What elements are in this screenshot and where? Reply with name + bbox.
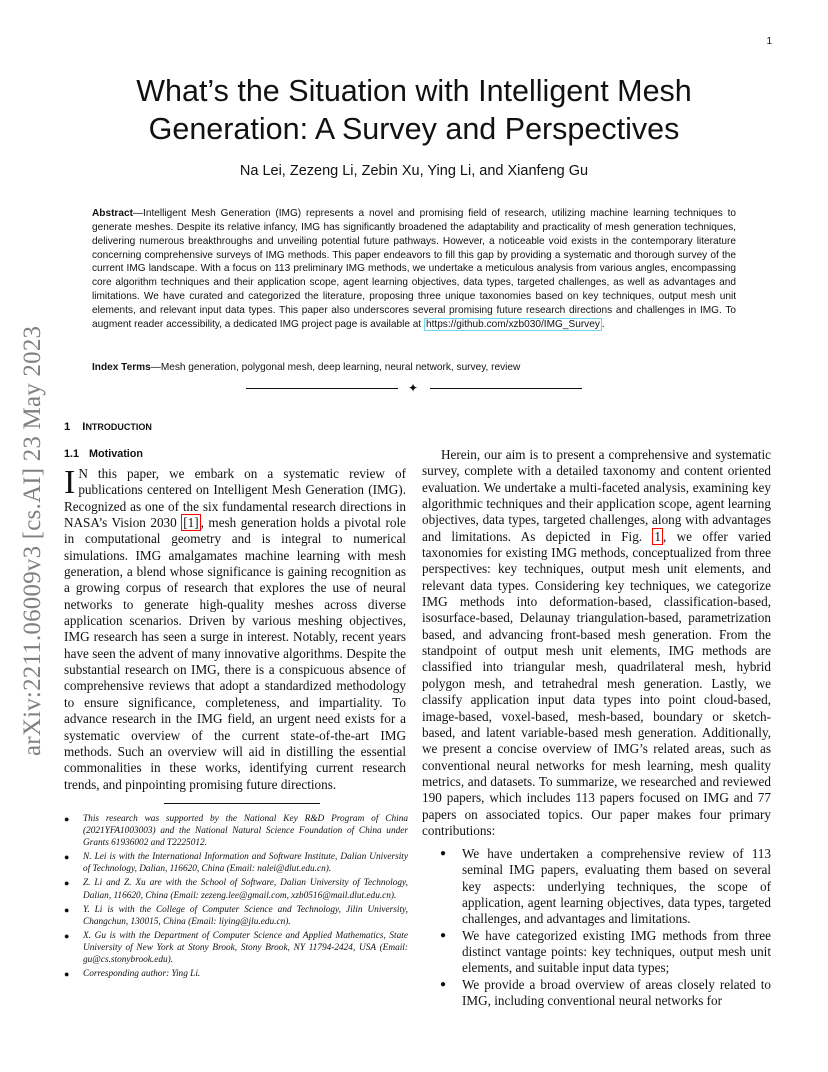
footnote-text: Y. Li is with the College of Computer Science and Technology, Jilin University, Changchun, 130015, China (Email: liying@jlu.edu.cn). [83, 904, 408, 927]
contribution-item [438, 977, 771, 1010]
arxiv-identifier: arXiv:2211.06009v3 [cs.AI] 23 May 2023 [19, 325, 46, 756]
subsection-title: Motivation [89, 448, 143, 460]
contribution-text: We have undertaken a comprehensive review of 113 seminal IMG papers, evaluating them based on several key aspects: underlying techniques, the scope of application, agent learning objectives, data types, targeted challenges, and advantages and limitations. [462, 846, 771, 927]
footnote-text: N. Lei is with the International Information and Software Institute, Dalian University of Technology, Dalian, 116620, China (Email: nalei@dlut.edu.cn). [83, 852, 408, 875]
bullet-icon: ● [64, 814, 70, 824]
footnote-rule [164, 803, 320, 804]
abstract [92, 207, 736, 332]
footnote-item [64, 930, 408, 966]
bullet-icon: ● [440, 848, 447, 859]
footnote-item [64, 813, 408, 849]
footnote-text: This research was supported by the National Key R&D Program of China (2021YFA1003003) and the National Natural Science Foundation of China under Grants 61936002 and T2225012. [83, 814, 408, 849]
bullet-icon: ● [440, 929, 447, 941]
bullet-icon: ● [64, 969, 70, 980]
abstract-label: Abstract [92, 208, 133, 219]
divider-line-right [430, 388, 582, 389]
contribution-text: We have categorized existing IMG methods from three distinct vantage points: key techniques, output mesh unit elements, and suitable input data types; [462, 927, 771, 976]
citation-link[interactable]: [1] [183, 515, 199, 531]
contribution-item [438, 846, 771, 928]
index-terms [92, 362, 736, 373]
bullet-icon: ● [440, 978, 447, 990]
contributions-list [438, 846, 771, 1009]
footnotes [64, 813, 408, 982]
footnote-item [64, 877, 408, 901]
divider-line-left [246, 388, 398, 389]
intro-text-part1: N this paper, we embark on a systematic review of publications centered on Intelligent Mesh Generation (IMG). Recognized as one of the six fundamental research directions in NASA’s Vision 2030 [64, 466, 406, 531]
overview-text-part2: , we offer varied taxonomies for existing IMG methods, conceptualized from three perspectives: key techniques, output mesh unit elements, and relevant data types. Considering key techniques, we categorize IMG methods into deformation-based, classification-based, isosurface-based, Delaunay triangulation-based, parametrization based, and advancing front-based mesh generation. From the standpoint of output mesh unit elements, IMG methods are classified into triangular mesh, quadrilateral mesh, hybrid polygon mesh, and tetrahedral mesh generation. Lastly, we classify application input data types into point cloud-based, image-based, voxel-based, mesh-based, boundary or sketch-based, and latent variable-based mesh generation. Additionally, we present a concise overview of IMG’s related areas, such as conventional neural networks for mesh learning, mesh quality metrics, and datasets. To summarize, we researched and reviewed 190 papers, which includes 113 papers focused on IMG and 77 papers on associated topics. Our paper makes four primary contributions: [422, 528, 771, 838]
abstract-text: —Intelligent Mesh Generation (IMG) represents a novel and promising field of research, utilizing machine learning techniques to generate meshes. Despite its relative infancy, IMG has significantly broadened the adaptability and practicality of mesh generation techniques, delivering numerous breakthroughs and unveiling potential future pathways. However, a noticeable void exists in the contemporary literature concerning comprehensive surveys of IMG methods. This paper endeavors to fill this gap by providing a systematic and thorough survey of the current IMG landscape. With a focus on 113 preliminary IMG methods, we undertake a meticulous analysis from various angles, encompassing core algorithm techniques and their application scope, agent learning objectives, data types, targeted challenges, as well as advantages and limitations. We have curated and categorized the literature, proposing three unique taxonomies based on key techniques, output mesh unit elements, and relevant input data types. This paper also underscores several promising future research directions and challenges in IMG. To augment reader accessibility, a dedicated IMG project page is available at [92, 208, 736, 330]
page-number: 1 [766, 36, 772, 47]
section-title-rest: NTRODUCTION [85, 422, 152, 432]
paper-title: What’s the Situation with Intelligent Mesh Generation: A Survey and Perspectives [136, 74, 692, 146]
contribution-item [438, 928, 771, 977]
drop-cap: I [64, 464, 76, 501]
footnote-item [64, 851, 408, 875]
section-divider [246, 382, 584, 396]
intro-paragraph [64, 466, 406, 793]
bullet-icon: ● [64, 852, 70, 863]
footnote-text: X. Gu is with the Department of Computer Science and Applied Mathematics, State University of New York at Stony Brook, Stony Brook, NY 11794-2424, USA (Email: gu@cs.stonybrook.edu). [83, 930, 408, 966]
index-terms-text: —Mesh generation, polygonal mesh, deep learning, neural network, survey, review [150, 362, 521, 373]
intro-text-part2: , mesh generation holds a pivotal role in computational geometry and is integral to numerical simulations. IMG amalgamates machine learning with mesh generation, a blend whose significance is gaining recognition as a growing corpus of research that explores the use of neural networks to generate high-quality meshes across diverse application scenarios. Driven by various meshing objectives, IMG research has seen a surge in interest. Notably, recent years have seen the advent of many innovative algorithms. Despite the substantial research on IMG, there is a conspicuous absence of comprehensive reviews that adopt a standardized methodology to ensure significance, completeness, and impartiality. To advance research in the IMG field, an urgent need exists for a systematic overview of the current state-of-the-art IMG methods. Such an overview will aid in distilling the essential commonalities in these works, identifying current research trends, and pinpointing promising future directions. [64, 515, 406, 792]
bullet-icon: ● [64, 878, 70, 889]
subsection-number: 1.1 [64, 448, 80, 460]
footnote-text: Z. Li and Z. Xu are with the School of Software, Dalian University of Technology, Dalian, 116620, China (Email: zezeng.lee@gmail.com, xzb0516@mail.dlut.edu.cn). [83, 878, 408, 901]
footnote-item [64, 968, 408, 980]
figure-reference-link[interactable]: 1 [654, 528, 662, 544]
overview-text-part1: Herein, our aim is to present a comprehensive and systematic survey, complete with a detailed taxonomy and content oriented evaluation. We undertake a multi-faceted analysis, examining key algorithmic techniques and their application scope, agent learning objectives, data types, targeted challenges, along with advantages and limitations. As depicted in Fig. [422, 447, 771, 544]
project-page-link[interactable]: https://github.com/xzb030/IMG_Survey [425, 318, 600, 330]
section-number: 1 [64, 421, 71, 433]
contribution-text: We provide a broad overview of areas closely related to IMG, including conventional neural networks for [462, 976, 771, 1009]
section-heading [64, 421, 152, 433]
footnote-text: Corresponding author: Ying Li. [83, 969, 201, 980]
subsection-heading [64, 448, 143, 460]
bullet-icon: ● [64, 930, 70, 941]
overview-paragraph [422, 447, 771, 839]
section-title-initial: I [82, 421, 86, 433]
abstract-end: . [601, 318, 605, 330]
index-terms-label: Index Terms [92, 362, 151, 373]
author-list: Na Lei, Zezeng Li, Zebin Xu, Ying Li, and Xianfeng Gu [239, 163, 589, 179]
divider-star-icon: ✦ [408, 381, 419, 395]
footnote-item [64, 904, 408, 928]
bullet-icon: ● [64, 904, 70, 915]
